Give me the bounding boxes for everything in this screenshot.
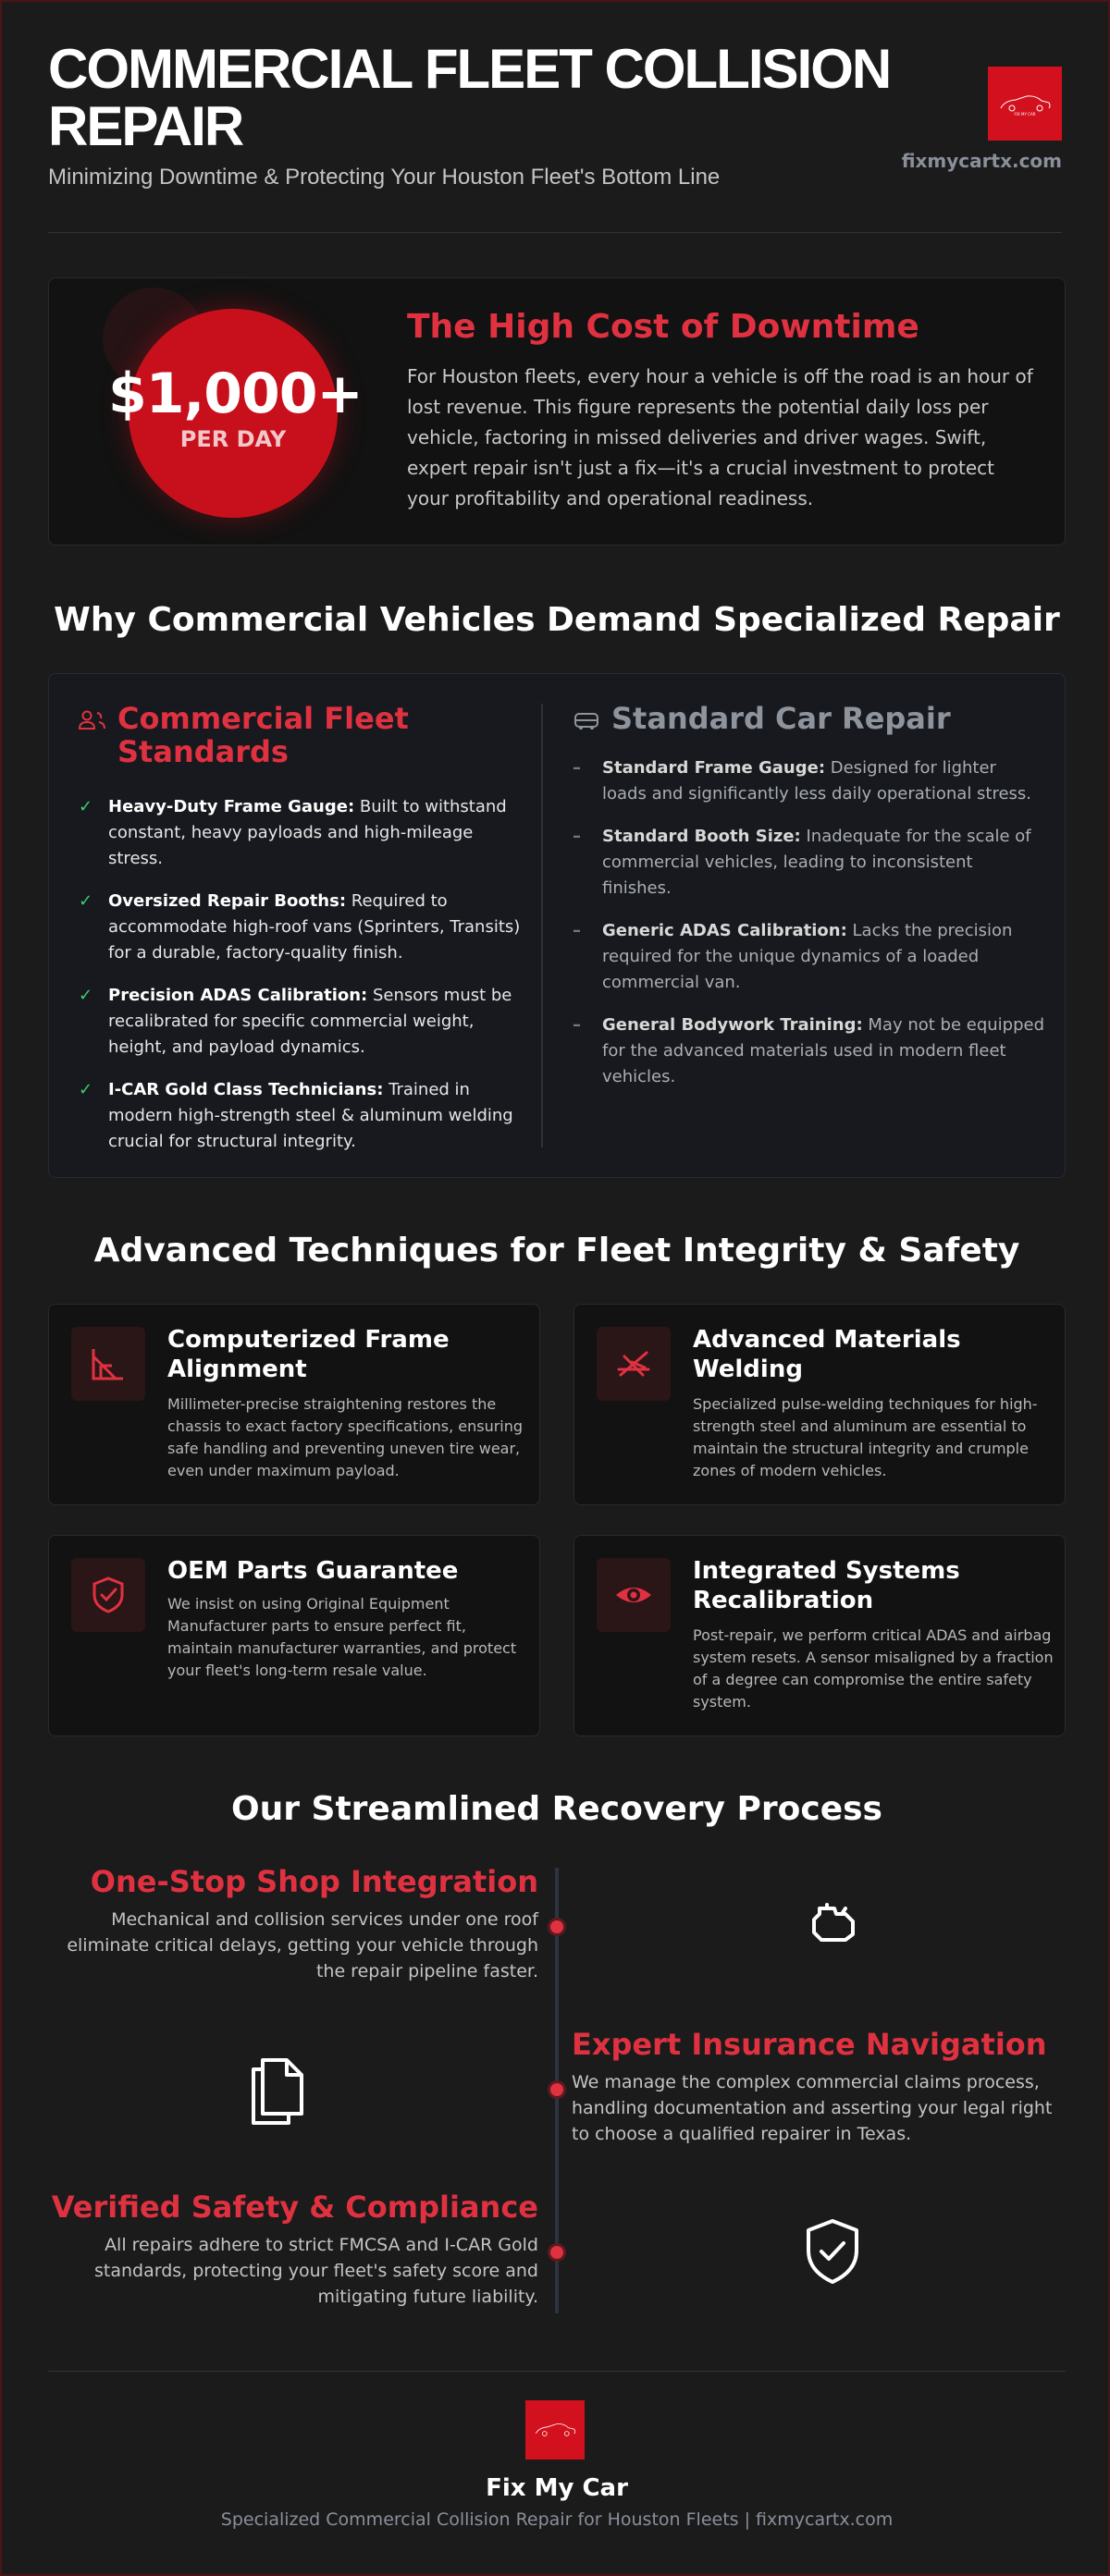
why-heading: Why Commercial Vehicles Demand Specialized Repair [54,601,1060,639]
list-item-text [602,1012,1044,1090]
technique-card-frame-alignment [48,1304,540,1505]
list-item-desc: Required to accommodate high-roof vans (Sprinters, Transits) for a durable, factory-quality finish. [108,891,521,963]
list-item [573,824,1044,902]
process-step-title: Verified Safety & Compliance [51,2190,538,2225]
process-step-title: One-Stop Shop Integration [90,1864,538,1899]
list-item-label: Generic ADAS Calibration: [602,921,847,940]
technique-desc: Specialized pulse-welding techniques for high-strength steel and aluminum are essential to maintain the structural integrity and crumple zones of modern vehicles. [693,1395,1038,1479]
commercial-list [79,794,532,1155]
standard-list [573,755,1044,1090]
downtime-body: For Houston fleets, every hour a vehicle is off the road is an hour of lost revenue. This figure represents the potential daily loss per vehicle, factoring in missed deliveries and driver wages. Swift, expert repair isn't just a fix—it's a crucial investment to protect your profitability and operational readiness. [407,365,1033,509]
check-icon: ✓ [79,797,93,816]
list-item [79,983,532,1061]
list-item-label: Heavy-Duty Frame Gauge: [108,797,355,816]
technique-desc: Millimeter-precise straightening restores the chassis to exact factory specifications, ensuring safe handling and preventing uneven tire wear, even under maximum payload. [167,1395,524,1479]
standard-header [573,702,1044,735]
standard-column [573,702,1044,1107]
page-subtitle: Minimizing Downtime & Protecting Your Houston Fleet's Bottom Line [48,165,721,190]
process-step-title: Expert Insurance Navigation [572,2027,1047,2062]
list-item-label: I-CAR Gold Class Technicians: [108,1080,384,1099]
dash-icon: – [573,827,581,846]
downtime-title: The High Cost of Downtime [407,308,919,346]
list-item [573,918,1044,996]
footer-divider [48,2371,1066,2372]
list-item-desc: Sensors must be recalibrated for specific commercial weight, height, and payload dynamics. [108,986,512,1057]
list-item-text [108,794,532,872]
list-item [79,794,532,872]
page-title: COMMERCIAL FLEET COLLISION REPAIR [48,38,891,157]
dash-icon: – [573,1015,581,1035]
technique-card-materials-welding [574,1304,1066,1505]
list-item-desc: May not be equipped for the advanced materials used in modern fleet vehicles. [602,1015,1045,1086]
process-step-body: Mechanical and collision services under one roof eliminate critical delays, getting your vehicle through the repair pipeline faster. [67,1909,538,1981]
list-item [573,1012,1044,1090]
technique-title: Advanced Materials Welding [693,1326,961,1383]
list-item-desc: Built to withstand constant, heavy payloads and high-mileage stress. [108,797,507,868]
footer-logo[interactable] [525,2400,585,2459]
list-item-text [108,1077,532,1155]
page-header [48,2,1062,233]
cost-unit: PER DAY [179,426,287,452]
engine-icon [805,1901,860,1947]
technique-card-systems-recalibration [574,1535,1066,1736]
brand-logo[interactable] [988,67,1062,141]
list-item-label: Oversized Repair Booths: [108,891,347,911]
technique-title: OEM Parts Guarantee [167,1557,459,1585]
list-item-label: General Bodywork Training: [602,1015,863,1035]
check-icon: ✓ [79,1080,93,1099]
downtime-card [48,277,1066,546]
dash-icon: – [573,758,581,778]
check-icon: ✓ [79,986,93,1005]
column-divider [541,704,543,1147]
list-item-text [602,918,1044,996]
list-item [79,889,532,966]
list-item-desc: Trained in modern high-strength steel & aluminum welding crucial for structural integrity. [108,1080,513,1151]
list-item-text [602,824,1044,902]
technique-card-oem-parts [48,1535,540,1736]
list-item-text [108,889,532,966]
car-logo-icon [531,2419,579,2441]
shield-check-icon [803,2217,862,2286]
timeline-dot [548,2080,566,2099]
list-item-text [108,983,532,1061]
list-item-desc: Inadequate for the scale of commercial vehicles, leading to inconsistent finishes. [602,827,1031,898]
techniques-heading: Advanced Techniques for Fleet Integrity & Safety [93,1232,1020,1270]
eye-icon [597,1558,671,1632]
list-item-label: Standard Booth Size: [602,827,801,846]
timeline-dot [548,1918,566,1936]
technique-desc: Post-repair, we perform critical ADAS and airbag system resets. A sensor misaligned by a fraction of a degree can compromise the entire safety system. [693,1626,1054,1711]
commercial-column [79,702,532,1171]
users-icon [79,709,106,731]
welding-torch-icon [597,1327,671,1401]
list-item-label: Standard Frame Gauge: [602,758,826,778]
shield-check-icon [71,1558,145,1632]
technique-title: Integrated Systems Recalibration [693,1557,960,1614]
car-logo-icon [995,90,1054,117]
dash-icon: – [573,921,581,940]
technique-desc: We insist on using Original Equipment Manufacturer parts to ensure perfect fit, maintain manufacturer warranties, and protect your fleet's long-term resale value. [167,1595,517,1679]
list-item [573,755,1044,807]
process-heading: Our Streamlined Recovery Process [231,1790,882,1828]
timeline-dot [548,2243,566,2262]
list-item-label: Precision ADAS Calibration: [108,986,368,1005]
list-item-desc: Designed for lighter loads and significantly less daily operational stress. [602,758,1032,803]
cost-amount: $1,000+ [108,362,363,426]
footer-brand-name: Fix My Car [486,2474,628,2502]
technique-title: Computerized Frame Alignment [167,1326,450,1383]
process-step-body: All repairs adhere to strict FMCSA and I-CAR Gold standards, protecting your fleet's safety score and mitigating future liability. [93,2235,538,2307]
check-icon: ✓ [79,891,93,911]
process-step-body: We manage the complex commercial claims process, handling documentation and asserting your legal right to choose a qualified repairer in Texas. [572,2072,1053,2144]
svg-text:FIX MY CAR: FIX MY CAR [1014,112,1036,117]
list-item-text [602,755,1044,807]
standard-title: Standard Car Repair [611,701,951,736]
site-url[interactable]: fixmycartx.com [901,150,1062,172]
list-item [79,1077,532,1155]
car-icon [573,709,600,731]
footer-tagline: Specialized Commercial Collision Repair for Houston Fleets | fixmycartx.com [220,2509,894,2530]
documents-icon [248,2056,309,2127]
commercial-header [79,702,532,768]
frame-ruler-icon [71,1327,145,1401]
comparison-card [48,673,1066,1178]
list-item-desc: Lacks the precision required for the unique dynamics of a loaded commercial van. [602,921,1013,992]
commercial-title: Commercial Fleet Standards [117,701,409,769]
